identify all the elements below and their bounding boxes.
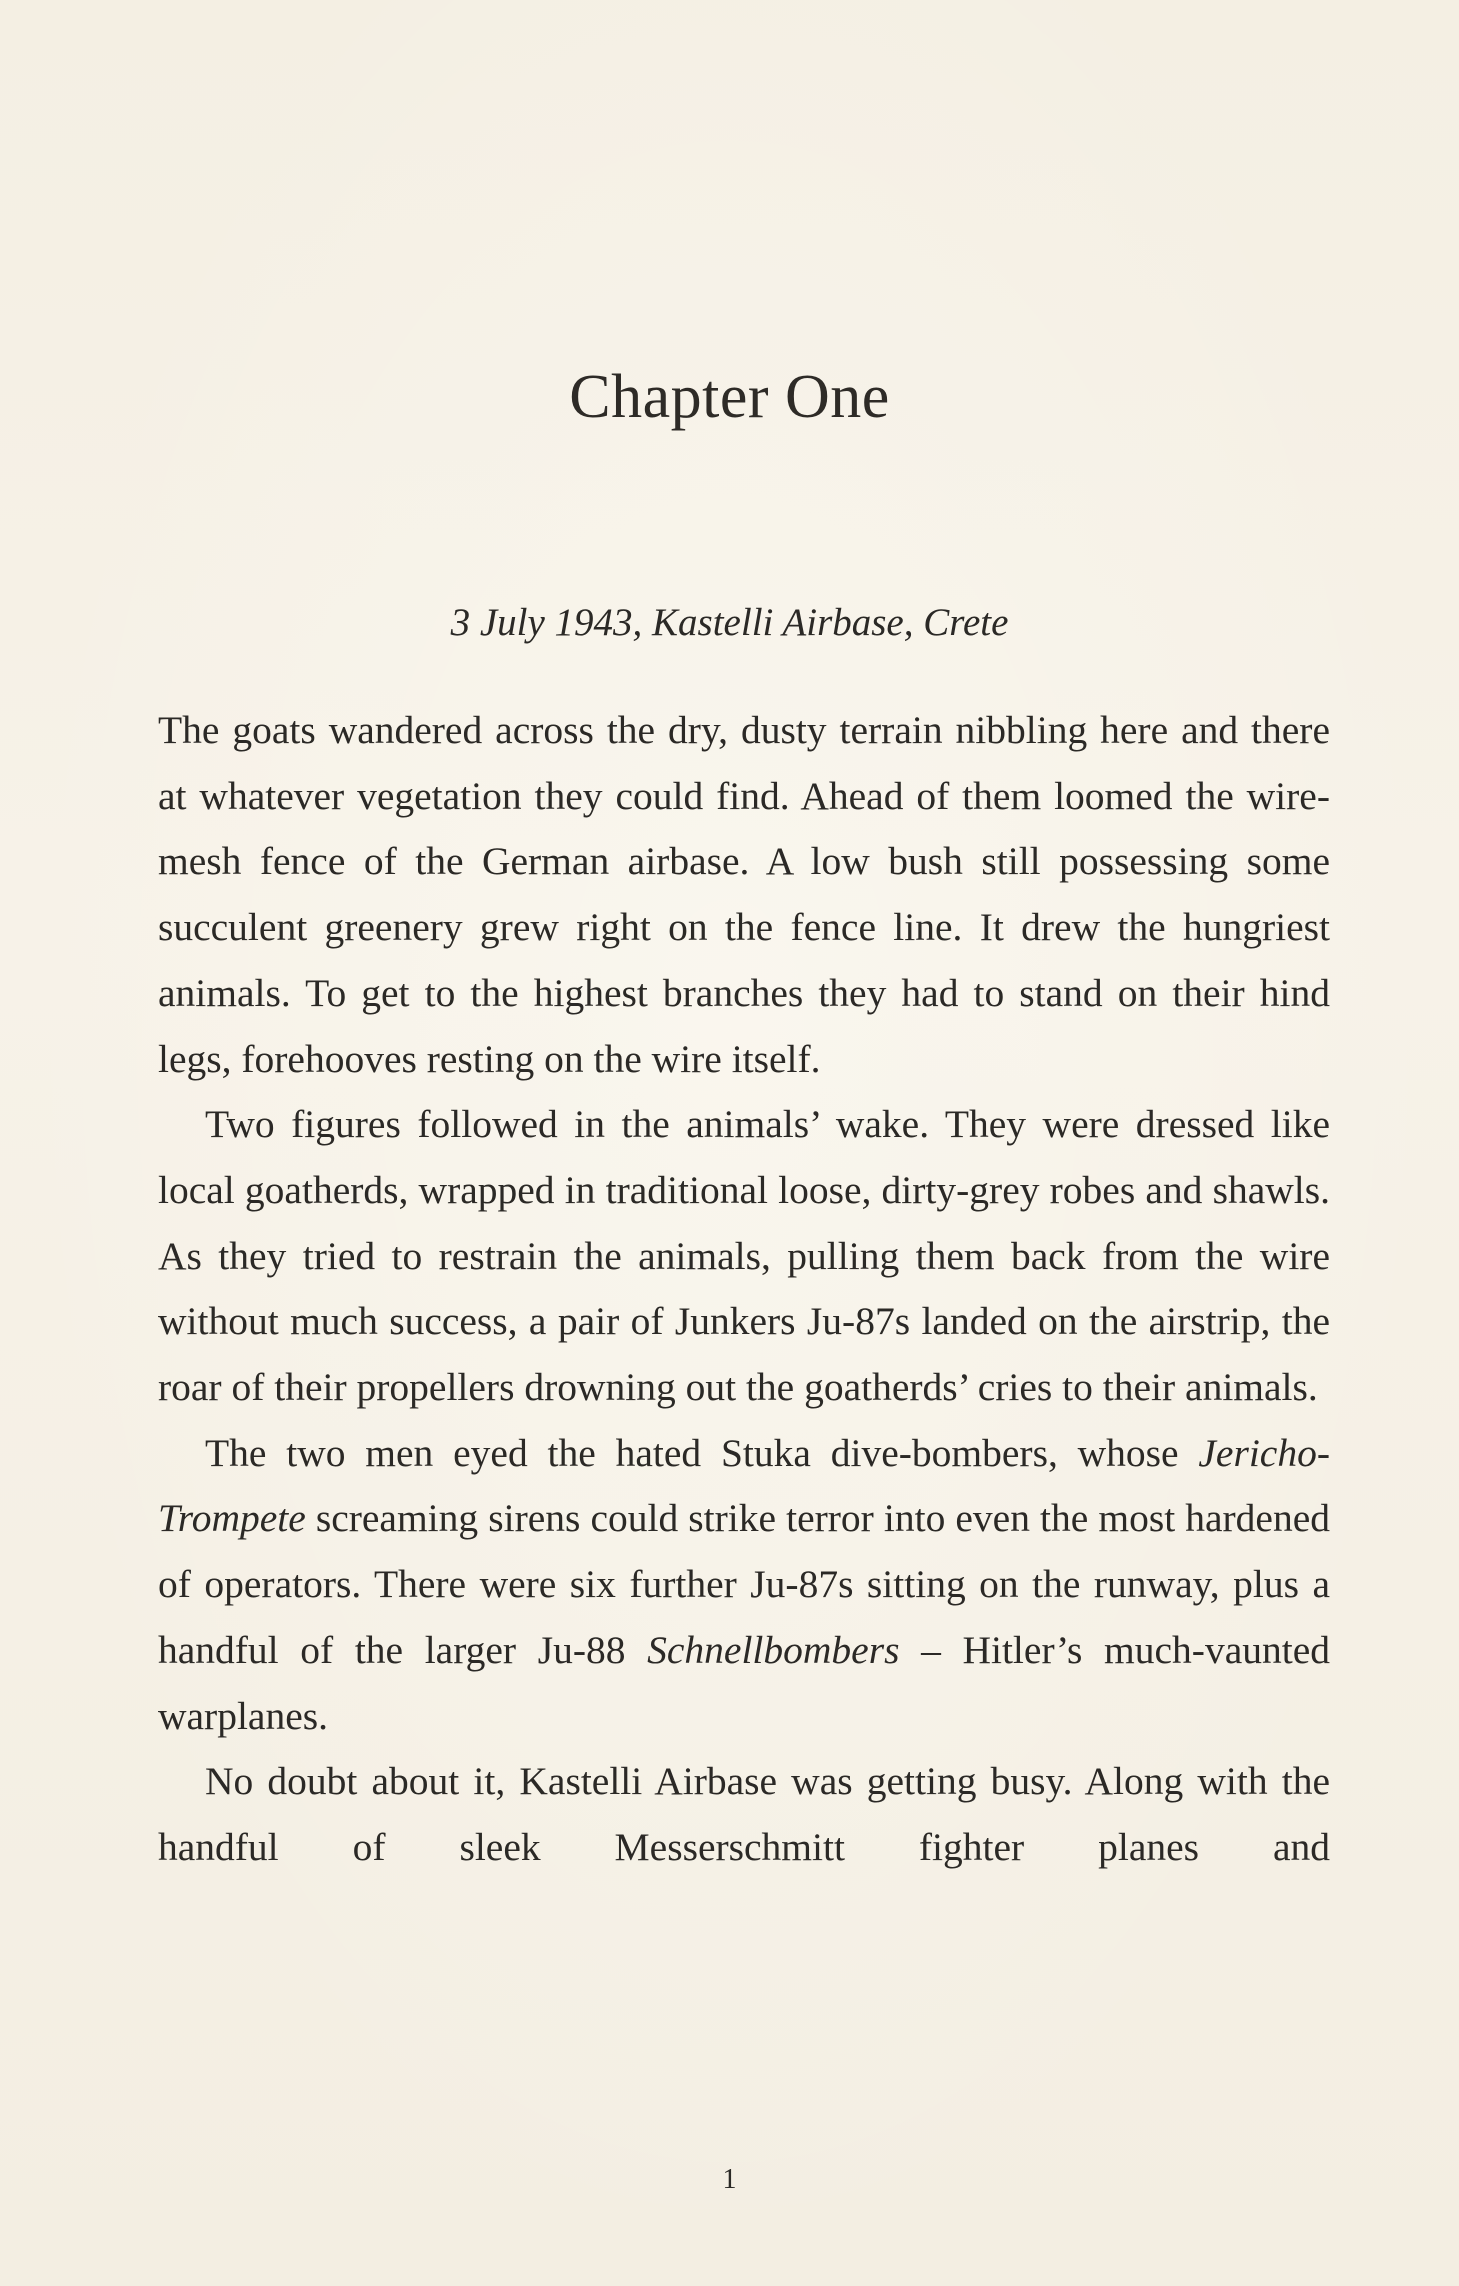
paragraph-3-text-a: The two men eyed the hated Stuka dive-bombers, whose xyxy=(205,1430,1199,1475)
paragraph-4: No doubt about it, Kastelli Airbase was getting busy. Along with the handful of sleek Messerschmitt fighter planes and xyxy=(158,1759,1330,1869)
paragraph-3 xyxy=(158,1421,1330,1750)
paragraph-1: The goats wandered across the dry, dusty terrain nibbling here and there at whatever vegetation they could find. Ahead of them loomed the wire-mesh fence of the German airbase. A low bush still possessing some succulent greenery grew right on the fence line. It drew the hungriest animals. To get to the highest branches they had to stand on their hind legs, forehooves resting on the wire itself. xyxy=(158,708,1330,1081)
chapter-title: Chapter One xyxy=(569,362,890,431)
paragraph-3-italic-schnellbombers: Schnellbombers xyxy=(647,1627,900,1672)
paragraph-3-text-c: – Hitler’s much-vaunted warplanes. xyxy=(158,1627,1330,1738)
paragraph-2: Two figures followed in the animals’ wake. They were dressed like local goatherds, wrapped in traditional loose, dirty-grey robes and shawls. As they tried to restrain the animals, pulling them back from the wire without much success, a pair of Junkers Ju-87s landed on the airstrip, the roar of their propellers drowning out the goatherds’ cries to their animals. xyxy=(158,1102,1330,1410)
chapter-dateline: 3 July 1943, Kastelli Airbase, Crete xyxy=(450,601,1009,644)
paragraph-3-italic-jericho: Jericho-Trompete xyxy=(158,1430,1330,1541)
paragraph-3-text-b: screaming sirens could strike terror into even the most hardened of operators. There were six further Ju-87s sitting on the runway, plus a handful of the larger Ju-88 xyxy=(158,1496,1330,1672)
chapter-body xyxy=(158,698,1330,1881)
page-number: 1 xyxy=(722,2164,737,2195)
